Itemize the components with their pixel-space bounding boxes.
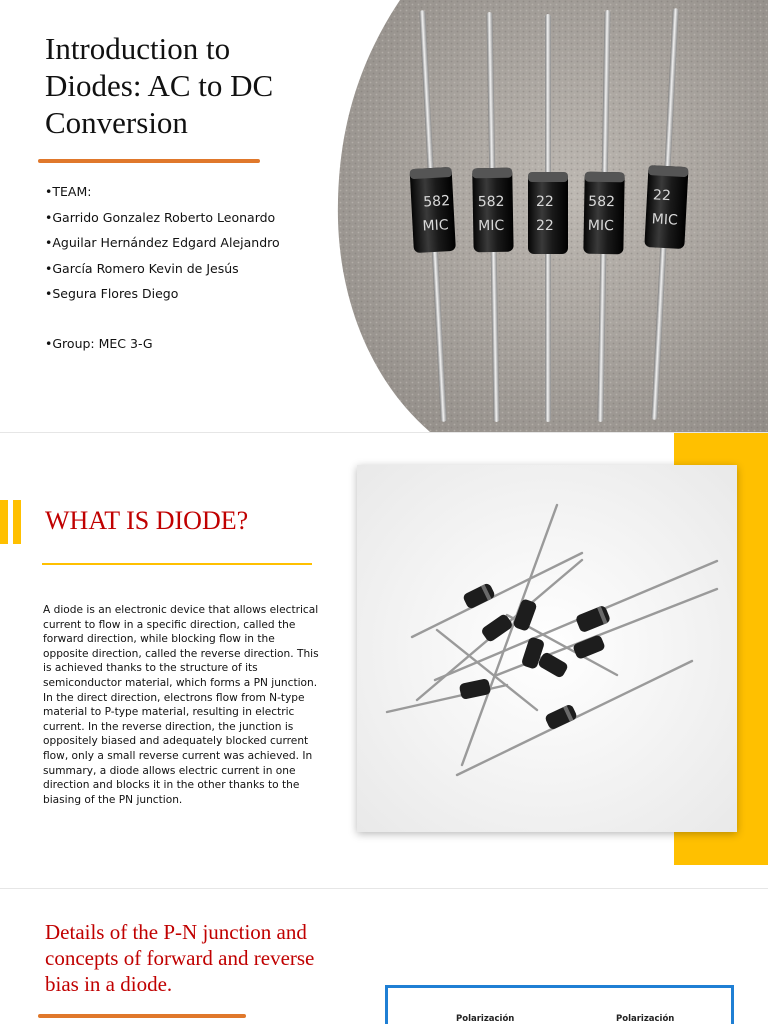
diode-marking: MIC: [651, 211, 679, 229]
diode-marking: 22: [652, 187, 672, 205]
diode-marking: MIC: [478, 217, 505, 235]
title-line: Introduction to: [45, 31, 231, 66]
diodes-photo: [330, 0, 768, 432]
heading-underline: [38, 1014, 246, 1018]
group-label: •Group: MEC 3-G: [45, 336, 153, 351]
title-underline: [38, 159, 260, 163]
diode-marking: MIC: [587, 217, 614, 235]
photo-card: [357, 465, 737, 832]
team-member: •Segura Flores Diego: [45, 286, 179, 301]
diagram-header: Polarización: [456, 1014, 515, 1024]
team-heading: •TEAM:: [45, 184, 92, 199]
title-slide: [0, 0, 768, 432]
what-is-diode-slide: [0, 433, 768, 888]
accent-bar: [13, 500, 21, 544]
diode-marking: 582: [588, 193, 616, 211]
slide-title: [45, 30, 345, 141]
scattered-diodes-photo: [357, 465, 737, 832]
team-member: •Aguilar Hernández Edgard Alejandro: [45, 235, 280, 250]
title-line: Diodes: AC to DC: [45, 68, 274, 103]
diode-marking: 582: [422, 193, 451, 211]
diagram-header: Polarización: [616, 1014, 675, 1024]
diode-marking: 22: [536, 194, 554, 210]
diode-marking: MIC: [422, 217, 449, 235]
team-list: [45, 183, 280, 311]
accent-bar: [0, 500, 8, 544]
diode-description: A diode is an electronic device that allows electrical current to flow in a specific direction, called the forward direction, while blocking flow in the opposite direction, called the reverse direction. This is achieved thanks to the structure of its semiconductor material, which forms a PN junction. In the direct direction, electrons flow from N-type material to P-type material, resulting in electric current. In the reverse direction, the junction is oppositely biased and adequately blocked current flow, only a small reverse current was achieved. In summary, a diode allows electric current in one direction and blocks it in the other thanks to the biasing of the PN junction.: [43, 604, 319, 806]
slide-heading: Details of the P-N junction and concepts of forward and reverse bias in a diode.: [45, 920, 315, 996]
bias-diagram-frame: [385, 985, 734, 1024]
team-member: •García Romero Kevin de Jesús: [45, 260, 239, 276]
slide-heading: WHAT IS DIODE?: [45, 506, 249, 535]
title-line: Conversion: [45, 105, 188, 140]
diode-marking: 582: [477, 193, 505, 211]
team-member: •Garrido Gonzalez Roberto Leonardo: [45, 209, 276, 225]
heading-underline: [42, 563, 312, 565]
diode-marking: 22: [536, 218, 554, 234]
pn-junction-slide: [0, 889, 768, 1024]
